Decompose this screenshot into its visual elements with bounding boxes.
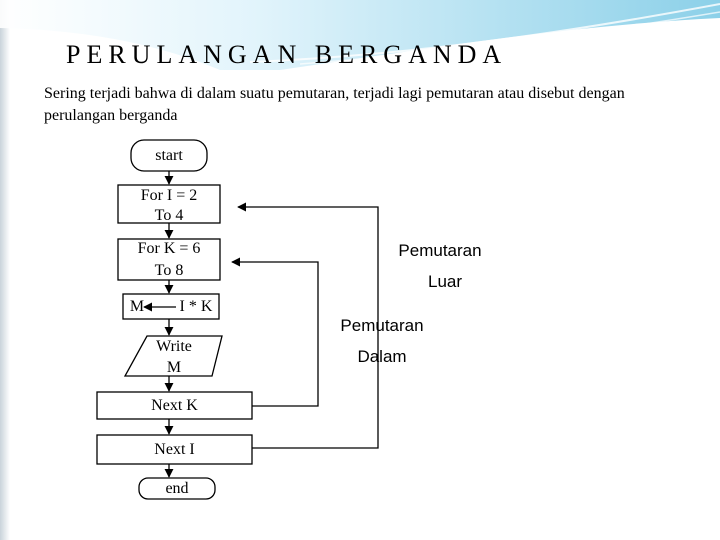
inner-loop-line2: To 8	[154, 262, 184, 279]
inner-caption-line2: Dalam	[357, 347, 407, 366]
inner-loop-line1: For K = 6	[137, 240, 201, 257]
end-label: end	[165, 480, 189, 497]
write-label	[134, 336, 214, 378]
inner-loop-label	[118, 238, 220, 282]
outer-loop-label	[118, 185, 220, 227]
inner-loop-caption	[322, 310, 442, 372]
inner-loop-back-line	[232, 262, 318, 406]
assign-expression: I * K	[179, 298, 213, 315]
inner-caption-line1: Pemutaran	[340, 316, 424, 335]
write-line2: M	[166, 359, 182, 376]
intro-paragraph: Sering terjadi bahwa di dalam suatu pemutaran, terjadi lagi pemutaran atau disebut dengan perulangan berganda	[44, 85, 625, 124]
start-label: start	[155, 147, 183, 164]
outer-loop-line1: For I = 2	[140, 187, 198, 204]
assign-target: M	[129, 298, 145, 315]
outer-caption-line1: Pemutaran	[398, 241, 482, 260]
outer-caption-line2: Luar	[427, 272, 463, 291]
outer-loop-line2: To 4	[154, 207, 184, 224]
slide-title: PERULANGAN BERGANDA	[66, 40, 508, 69]
next-i-label: Next I	[154, 441, 195, 458]
write-line1: Write	[156, 338, 192, 355]
next-k-label: Next K	[151, 397, 198, 414]
outer-loop-caption	[380, 235, 500, 297]
